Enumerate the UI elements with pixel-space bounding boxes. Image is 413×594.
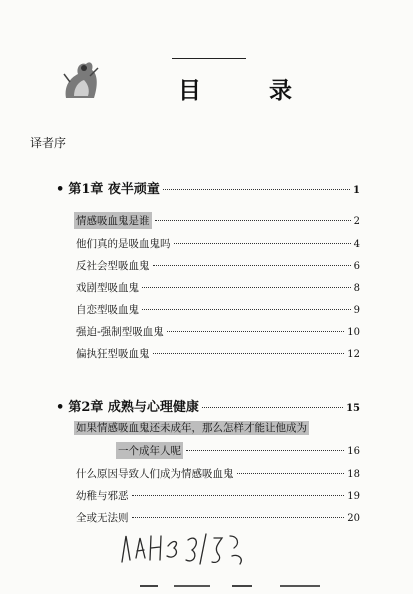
leader-dots bbox=[163, 189, 350, 190]
toc-entry-label: 他们真的是吸血鬼吗 bbox=[76, 238, 171, 250]
toc-entry-label: 幼稚与邪恶 bbox=[76, 490, 129, 502]
toc-entry-label: 反社会型吸血鬼 bbox=[76, 260, 150, 272]
toc-entry-line1 bbox=[74, 420, 309, 435]
toc-entry bbox=[76, 324, 360, 339]
leader-dots bbox=[153, 265, 351, 266]
toc-entry-label: 什么原因导致人们成为情感吸血鬼 bbox=[76, 468, 234, 480]
toc-entry bbox=[76, 346, 360, 361]
leader-dots bbox=[132, 495, 345, 496]
leader-dots bbox=[155, 220, 351, 221]
toc-entry bbox=[76, 466, 360, 481]
leader-dots bbox=[142, 287, 351, 288]
toc-entry-label: 偏执狂型吸血鬼 bbox=[76, 348, 150, 360]
toc-entry-label: 全或无法则 bbox=[76, 512, 129, 524]
toc-entry-page: 16 bbox=[347, 446, 360, 457]
chapter-1-entry: • 第1章 夜半顽童 1 bbox=[56, 182, 360, 197]
toc-entry-page: 19 bbox=[347, 491, 360, 502]
toc-entry-page: 12 bbox=[347, 349, 360, 360]
chapter-1-title: 第1章 夜半顽童 bbox=[68, 182, 160, 197]
toc-entry-label: 强迫-强制型吸血鬼 bbox=[76, 326, 164, 338]
leader-dots bbox=[237, 473, 345, 474]
toc-entry bbox=[76, 236, 360, 251]
chapter-2-title: 第2章 成熟与心理健康 bbox=[68, 400, 199, 415]
toc-entry-label: 一个成年人呢 bbox=[116, 442, 183, 459]
toc-entry-label: 情感吸血鬼是谁 bbox=[74, 212, 152, 229]
toc-entry bbox=[74, 212, 360, 229]
toc-entry-page: 18 bbox=[347, 469, 360, 480]
chapter-2-page: 15 bbox=[346, 403, 360, 414]
toc-entry bbox=[76, 302, 360, 317]
title-rule bbox=[172, 58, 246, 59]
toc-entry bbox=[116, 442, 360, 459]
leader-dots bbox=[167, 331, 344, 332]
leader-dots bbox=[153, 353, 345, 354]
leader-dots bbox=[186, 450, 344, 451]
leader-dots bbox=[132, 517, 345, 518]
decorative-figure-icon bbox=[60, 56, 100, 100]
toc-entry-page: 6 bbox=[353, 261, 360, 272]
chapter-2-entry: • 第2章 成熟与心理健康 15 bbox=[56, 400, 360, 415]
toc-entry-page: 9 bbox=[353, 305, 360, 316]
leader-dots bbox=[142, 309, 351, 310]
chapter-1-page: 1 bbox=[353, 185, 360, 196]
toc-entry-page: 20 bbox=[347, 513, 360, 524]
toc-entry bbox=[76, 488, 360, 503]
preface-heading: 译者序 bbox=[30, 136, 67, 150]
toc-entry-label: 戏剧型吸血鬼 bbox=[76, 282, 139, 294]
toc-entry-page: 4 bbox=[353, 239, 360, 250]
leader-dots bbox=[202, 407, 343, 408]
toc-entry bbox=[76, 510, 360, 525]
leader-dots bbox=[174, 243, 351, 244]
toc-entry-label: 自恋型吸血鬼 bbox=[76, 304, 139, 316]
handwritten-signature-icon bbox=[118, 524, 258, 570]
toc-entry bbox=[76, 258, 360, 273]
toc-entry-page: 8 bbox=[353, 283, 360, 294]
toc-entry-label: 如果情感吸血鬼还未成年，那么怎样才能让他成为 bbox=[76, 422, 307, 434]
toc-entry-page: 2 bbox=[353, 216, 360, 227]
toc-entry-page: 10 bbox=[347, 327, 360, 338]
page-title: 目 录 bbox=[178, 77, 323, 104]
toc-entry bbox=[76, 280, 360, 295]
scan-edge-marks bbox=[140, 584, 340, 588]
